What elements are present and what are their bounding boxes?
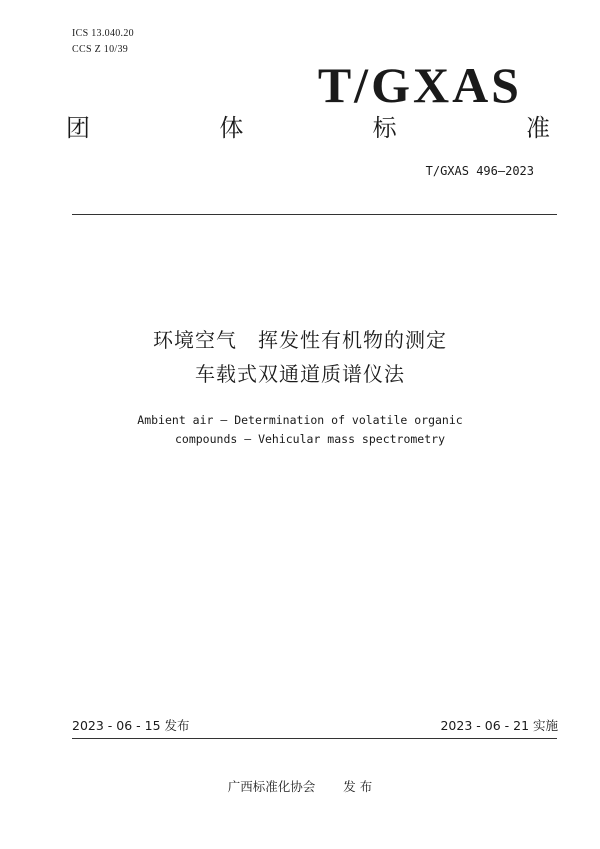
english-title-line-1: Ambient air — Determination of volatile organic (137, 413, 463, 427)
ccs-code: CCS Z 10/39 (72, 44, 129, 55)
footer-divider (72, 738, 557, 739)
standard-number: T/GXAS 496—2023 (425, 164, 534, 178)
standard-logo: T/GXAS (317, 57, 522, 113)
header-divider (72, 214, 557, 215)
chinese-title-line-2: 车载式双通道质谱仪法 (195, 362, 405, 386)
chinese-title-line-1: 环境空气 挥发性有机物的测定 (153, 328, 447, 352)
ics-code: ICS 13.040.20 (72, 28, 134, 39)
category-char: 体 (219, 114, 244, 142)
category-char: 标 (372, 114, 397, 142)
publisher-organization: 广西标准化协会 (227, 779, 316, 794)
category-char: 团 (66, 114, 90, 142)
implementation-date: 2023 - 06 - 21 实施 (440, 718, 558, 733)
category-char: 准 (525, 114, 550, 142)
standard-category (66, 116, 550, 140)
publisher-line (0, 777, 600, 795)
issue-date: 2023 - 06 - 15 发布 (72, 718, 190, 733)
publisher-action: 发 布 (343, 779, 373, 794)
english-title-line-2: compounds — Vehicular mass spectrometry (174, 432, 446, 446)
